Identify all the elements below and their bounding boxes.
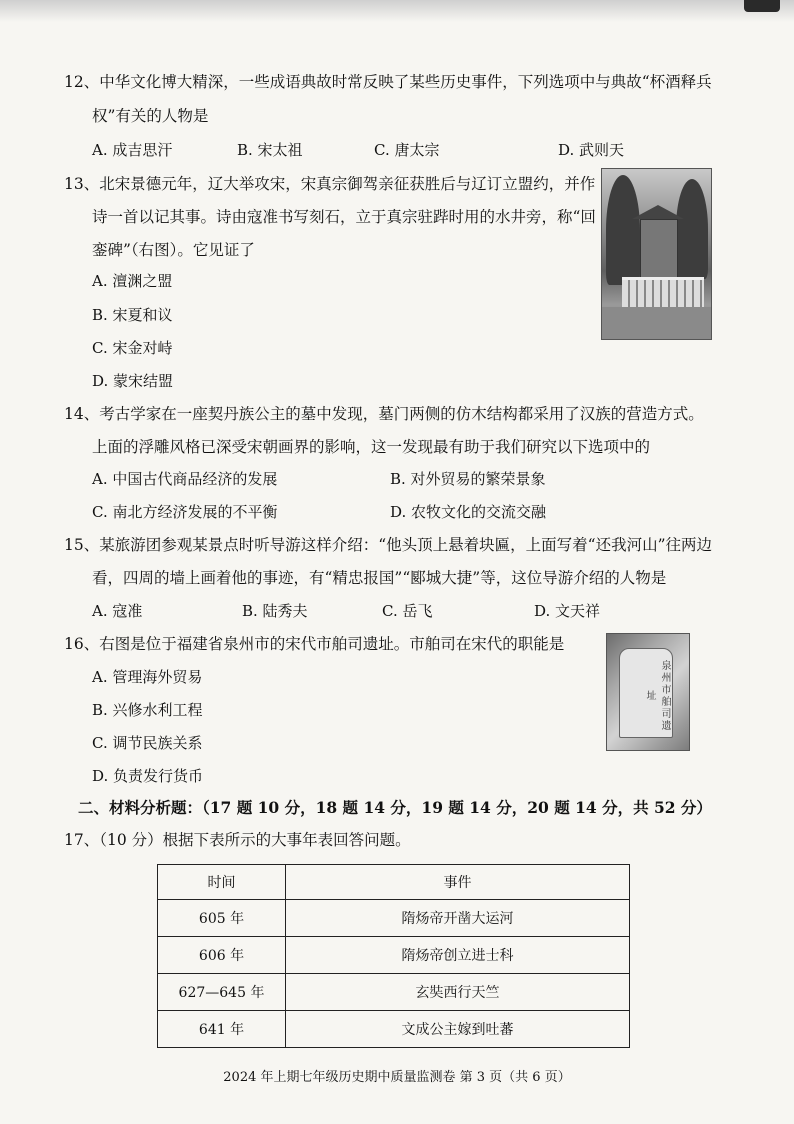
q14-option-b: B. 对外贸易的繁荣景象: [390, 470, 546, 488]
scan-corner-mark: [744, 0, 780, 12]
shibosi-stele: 泉州市舶司遗址: [619, 648, 673, 738]
tree-right: [676, 179, 708, 279]
table-cell-time: 606 年: [158, 937, 286, 974]
table-row: [158, 937, 630, 974]
q16-option-b: B. 兴修水利工程: [92, 701, 203, 719]
page-footer: 2024 年上期七年级历史期中质量监测卷 第 3 页（共 6 页）: [223, 1070, 571, 1085]
table-cell-time: 641 年: [158, 1011, 286, 1048]
table-header-time: 时间: [158, 865, 286, 900]
tree-left: [606, 175, 640, 285]
section2-title: 二、材料分析题：（17 题 10 分，18 题 14 分，19 题 14 分，20 题 14 分，共 52 分）: [78, 798, 712, 817]
shibosi-site-photo: [606, 633, 690, 751]
q15-stem-line1: 15、某旅游团参观某景点时听导游这样介绍：“他头顶上悬着块匾，上面写着“还我河山”往两边: [64, 536, 712, 554]
huiluan-stele-photo: [601, 168, 712, 340]
ground: [602, 307, 711, 339]
q15-option-b: B. 陆秀夫: [242, 602, 308, 620]
q14-option-d: D. 农牧文化的交流交融: [390, 503, 547, 521]
q14-stem-line1: 14、考古学家在一座契丹族公主的墓中发现，墓门两侧的仿木结构都采用了汉族的营造方式。: [64, 405, 704, 423]
q13-stem-line2: 诗一首以记其事。诗由寇准书写刻石，立于真宗驻跸时用的水井旁，称“回: [92, 208, 596, 226]
table-cell-event: 隋炀帝创立进士科: [286, 937, 630, 974]
table-header-event: 事件: [286, 865, 630, 900]
q13-stem-line3: 銮碑”（右图）。它见证了: [92, 241, 255, 259]
q16-stem-line1: 16、右图是位于福建省泉州市的宋代市舶司遗址。市舶司在宋代的职能是: [64, 635, 565, 653]
table-cell-event: 隋炀帝开凿大运河: [286, 900, 630, 937]
table-cell-event: 文成公主嫁到吐蕃: [286, 1011, 630, 1048]
q16-option-c: C. 调节民族关系: [92, 734, 203, 752]
q15-stem-line2: 看，四周的墙上画着他的事迹，有“精忠报国”“郾城大捷”等，这位导游介绍的人物是: [92, 569, 667, 587]
q16-option-a: A. 管理海外贸易: [92, 668, 203, 686]
q12-option-d: D. 武则天: [558, 141, 625, 159]
q15-options: [92, 601, 600, 621]
q15-option-a: A. 寇准: [92, 602, 143, 620]
q16-option-d: D. 负责发行货币: [92, 767, 204, 785]
pavilion-body: [640, 219, 678, 281]
q13-option-c: C. 宋金对峙: [92, 339, 173, 357]
q13-option-b: B. 宋夏和议: [92, 306, 173, 324]
q12-option-b: B. 宋太祖: [237, 141, 303, 159]
chronology-table: [157, 864, 630, 1048]
stone-railing: [622, 277, 704, 310]
q14-option-c: C. 南北方经济发展的不平衡: [92, 503, 278, 521]
table-cell-time: 605 年: [158, 900, 286, 937]
q12-option-a: A. 成吉思汗: [92, 141, 173, 159]
q12-stem-line2: 权”有关的人物是: [92, 107, 209, 125]
q12-stem-line1: 12、中华文化博大精深，一些成语典故时常反映了某些历史事件，下列选项中与典故“杯酒释兵: [64, 73, 712, 91]
page-top-shadow: [0, 0, 794, 22]
q14-stem-line2: 上面的浮雕风格已深受宋朝画界的影响，这一发现最有助于我们研究以下选项中的: [92, 438, 651, 456]
q12-option-c: C. 唐太宗: [374, 141, 440, 159]
q17-stem: 17、（10 分）根据下表所示的大事年表回答问题。: [64, 831, 411, 849]
q13-option-d: D. 蒙宋结盟: [92, 372, 174, 390]
q13-stem-line1: 13、北宋景德元年，辽大举攻宋，宋真宗御驾亲征获胜后与辽订立盟约，并作: [64, 175, 596, 193]
table-row: [158, 1011, 630, 1048]
table-row: [158, 974, 630, 1011]
q15-option-d: D. 文天祥: [534, 602, 601, 620]
q14-option-a: A. 中国古代商品经济的发展: [92, 470, 278, 488]
q15-option-c: C. 岳飞: [382, 602, 433, 620]
table-cell-time: 627—645 年: [158, 974, 286, 1011]
table-row: [158, 900, 630, 937]
table-cell-event: 玄奘西行天竺: [286, 974, 630, 1011]
q13-option-a: A. 澶渊之盟: [92, 272, 173, 290]
table-header-row: [158, 865, 630, 900]
q12-options: [92, 140, 624, 160]
